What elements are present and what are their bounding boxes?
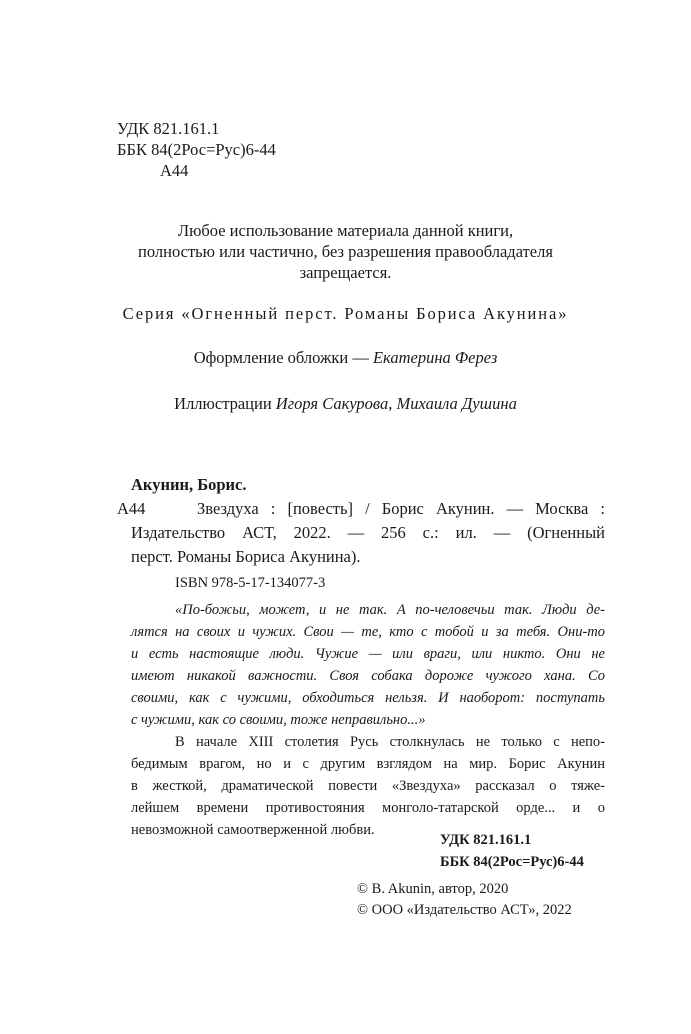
illustrators-separator: , [388,394,397,413]
illustrations-label: Иллюстрации [174,394,276,413]
epigraph-line: лятся на своих и чужих. Свои — те, кто с тобой и за тебя. Они-то [131,624,605,640]
cover-design-label: Оформление обложки — [193,348,373,367]
footer-bbk-code: ББК 84(2Рос=Рус)6-44 [440,854,584,870]
epigraph-line: имеют никакой важности. Своя собака дороже чужого хана. Со [131,668,605,684]
cover-designer-name: Екатерина Ферез [372,348,498,367]
illustrations-line [0,393,691,415]
description-line: лейшем времени противостояния монголо-татарской орде... и о [131,800,605,816]
catalog-entry-line: перст. Романы Бориса Акунина). [131,547,361,566]
epigraph-line: с чужими, как со своими, тоже неправильно...» [131,712,426,728]
catalog-author-heading: Акунин, Борис. [131,475,247,494]
copyright-line: © ООО «Издательство АСТ», 2022 [357,902,572,918]
catalog-author-mark: А44 [117,499,146,518]
epigraph-line: «По-божьи, может, и не так. А по-человечьи так. Люди де- [175,602,605,618]
catalog-entry-line: Издательство АСТ, 2022. — 256 с.: ил. — (Огненный [131,523,605,542]
cover-design-line [0,347,691,369]
rights-notice-line: Любое использование материала данной книги, [177,221,514,240]
description-line: в жесткой, драматической повести «Звездуха» рассказал о тяже- [131,778,605,794]
copyright-line: © B. Akunin, автор, 2020 [357,881,509,897]
rights-notice-line: запрещается. [299,263,392,282]
series-line: Серия «Огненный перст. Романы Бориса Акунина» [122,304,569,323]
illustrator-name: Игоря Сакурова [275,394,389,413]
catalog-entry-line: Звездуха : [повесть] / Борис Акунин. — Москва : [197,499,605,518]
description-line: В начале XIII столетия Русь столкнулась не только с непо- [175,734,605,750]
bbk-code: ББК 84(2Рос=Рус)6-44 [117,140,276,159]
epigraph-line: и есть настоящие люди. Чужие — или враги, или никто. Они не [131,646,605,662]
description-line: невозможной самоотверженной любви. [131,822,375,838]
illustrator-name: Михаила Душина [396,394,517,413]
udk-code: УДК 821.161.1 [117,119,220,138]
footer-udk-code: УДК 821.161.1 [440,832,532,848]
rights-notice-line: полностью или частично, без разрешения правообладателя [138,242,553,261]
description-line: бедимым врагом, но и с другим взглядом на мир. Борис Акунин [131,756,605,772]
isbn: ISBN 978-5-17-134077-3 [175,575,326,591]
author-mark: А44 [160,161,189,180]
epigraph-line: своими, как с чужими, обходиться нельзя. И наоборот: поступать [131,690,605,706]
